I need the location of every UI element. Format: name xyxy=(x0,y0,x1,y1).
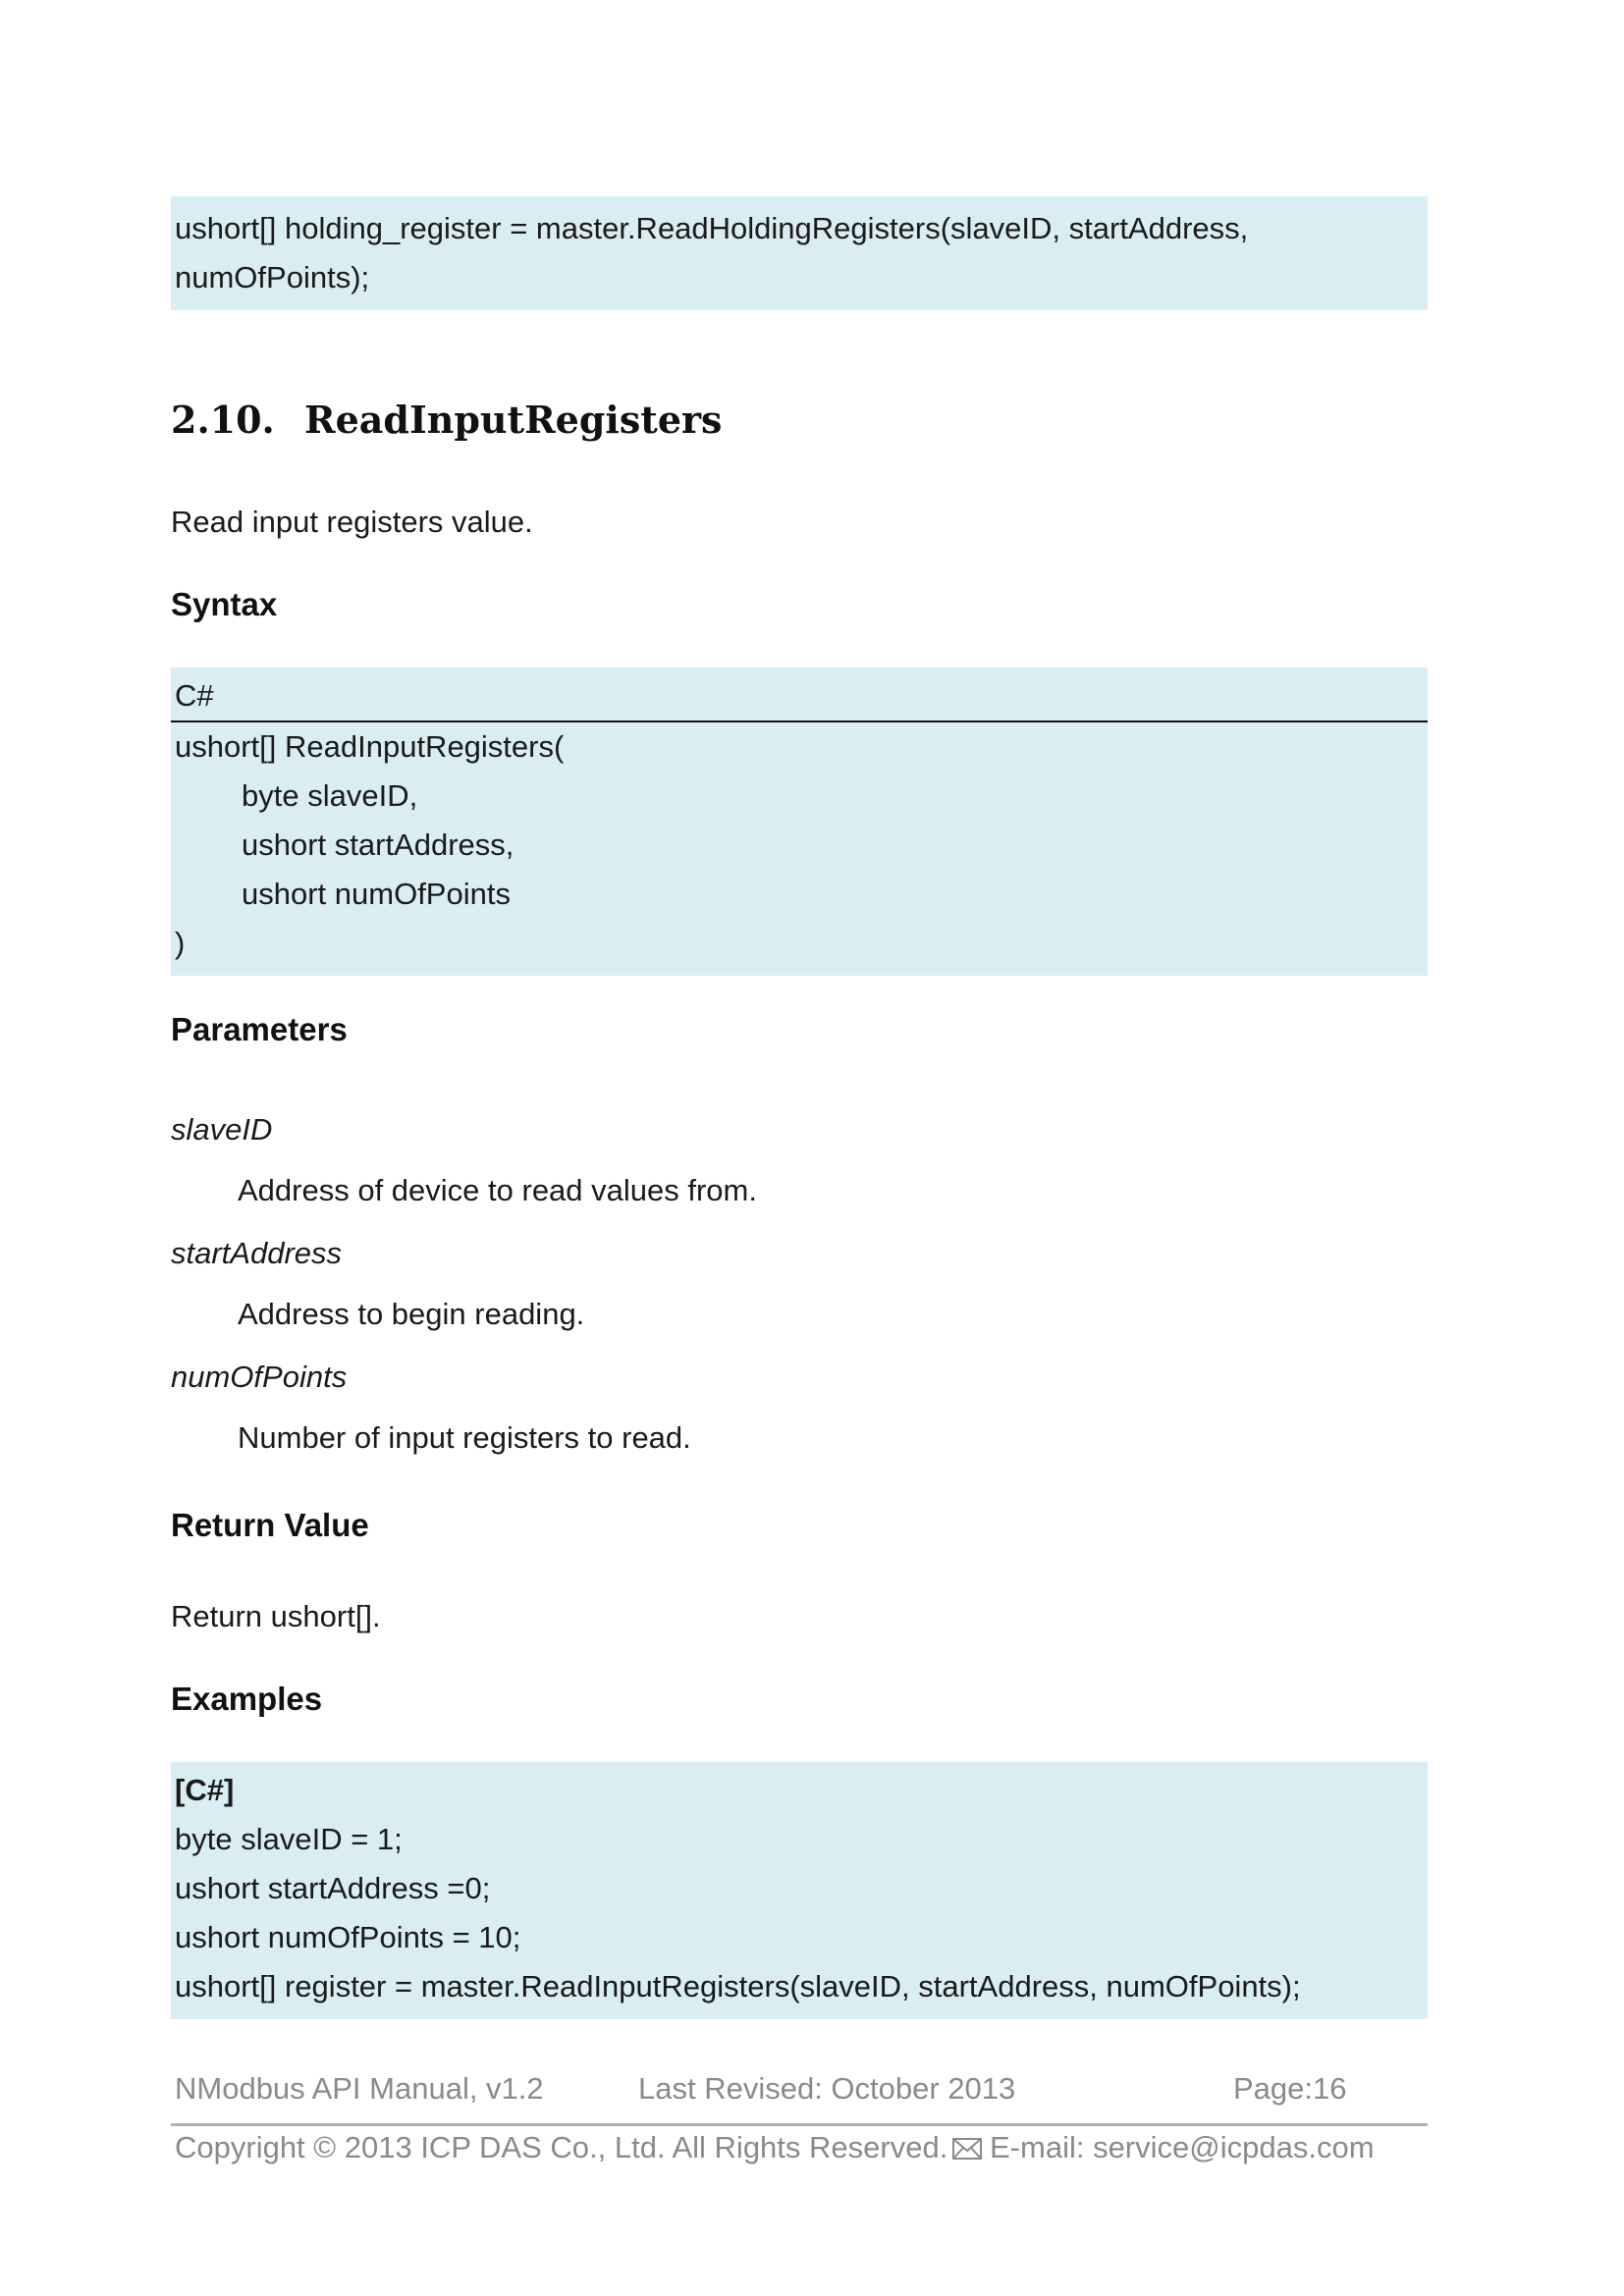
code-line: numOfPoints); xyxy=(175,260,370,294)
code-line: byte slaveID = 1; xyxy=(175,1822,403,1856)
param-description: Address to begin reading. xyxy=(238,1297,585,1331)
code-language-label: C# xyxy=(171,671,1428,722)
return-value-text: Return ushort[]. xyxy=(171,1599,381,1633)
code-line: ushort[] ReadInputRegisters( xyxy=(175,729,565,764)
code-line: ) xyxy=(175,926,186,960)
code-block-continuation xyxy=(171,196,1428,310)
parameters-heading: Parameters xyxy=(171,1011,348,1047)
code-language-label: [C#] xyxy=(175,1773,235,1807)
section-description: Read input registers value. xyxy=(171,505,533,539)
footer-email-text: E-mail: service@icpdas.com xyxy=(990,2130,1375,2164)
footer-email xyxy=(952,2130,1375,2165)
code-line: byte slaveID, xyxy=(242,778,418,813)
code-line: ushort numOfPoints xyxy=(242,877,511,911)
param-name: numOfPoints xyxy=(171,1360,348,1394)
code-line: ushort startAddress, xyxy=(242,828,514,862)
param-description: Address of device to read values from. xyxy=(238,1173,757,1207)
param-name: slaveID xyxy=(171,1112,273,1147)
syntax-code-block xyxy=(171,667,1428,976)
example-code-block xyxy=(171,1762,1428,2019)
footer-manual-version: NModbus API Manual, v1.2 xyxy=(175,2071,544,2106)
footer-divider xyxy=(171,2123,1428,2126)
footer-copyright: Copyright © 2013 ICP DAS Co., Ltd. All Rights Reserved. xyxy=(175,2130,948,2164)
return-value-heading: Return Value xyxy=(171,1507,369,1543)
footer-page-number: Page:16 xyxy=(1233,2071,1347,2106)
code-line: ushort startAddress =0; xyxy=(175,1871,491,1905)
mail-icon xyxy=(952,2132,982,2154)
section-heading xyxy=(171,398,722,442)
section-title: ReadInputRegisters xyxy=(304,398,723,442)
param-description: Number of input registers to read. xyxy=(238,1420,691,1455)
footer-revision-date: Last Revised: October 2013 xyxy=(638,2071,1016,2106)
examples-heading: Examples xyxy=(171,1681,323,1717)
section-number: 2.10. xyxy=(171,398,275,442)
syntax-heading: Syntax xyxy=(171,586,278,622)
code-line: ushort numOfPoints = 10; xyxy=(175,1920,521,1954)
code-line: ushort[] holding_register = master.ReadHoldingRegisters(slaveID, startAddress, xyxy=(175,211,1249,245)
param-name: startAddress xyxy=(171,1236,343,1270)
code-line: ushort[] register = master.ReadInputRegisters(slaveID, startAddress, numOfPoints); xyxy=(175,1969,1301,2003)
